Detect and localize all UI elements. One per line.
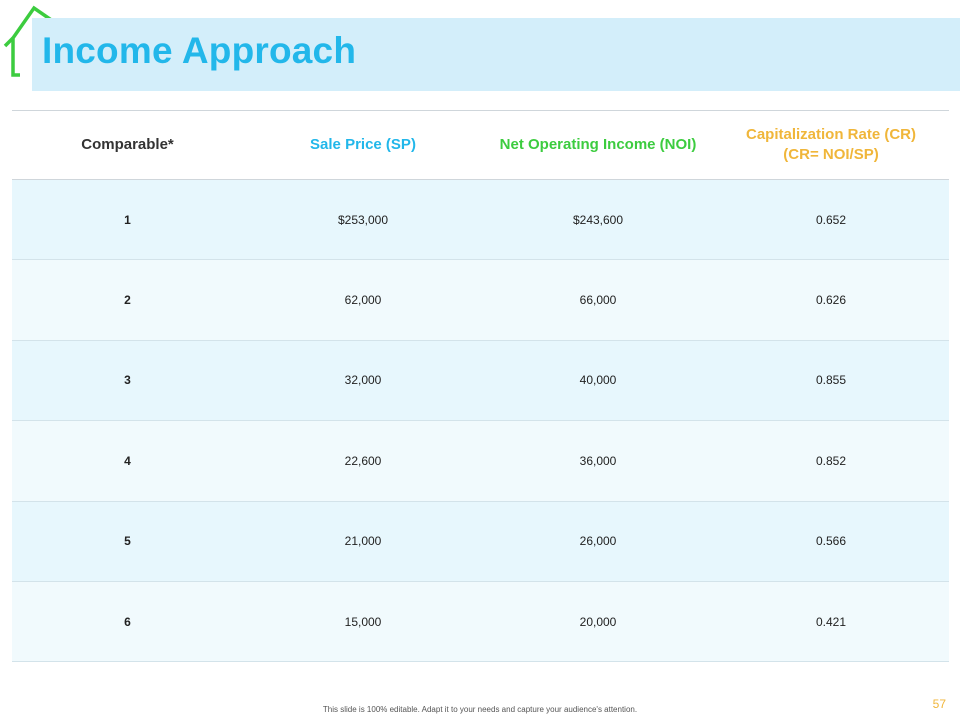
- header-capitalization-rate: Capitalization Rate (CR) (CR= NOI/SP): [713, 111, 949, 180]
- cell-comparable: 1: [12, 180, 243, 260]
- cell-noi: $243,600: [483, 180, 713, 260]
- page-number: 57: [932, 697, 946, 711]
- cell-comparable: 4: [12, 421, 243, 501]
- table-row: [12, 421, 949, 501]
- cell-sale-price: 62,000: [243, 260, 483, 340]
- cell-comparable: 3: [12, 340, 243, 420]
- table-row: [12, 180, 949, 260]
- header-comparable: Comparable*: [12, 111, 243, 180]
- cell-sale-price: 21,000: [243, 501, 483, 581]
- table-row: [12, 260, 949, 340]
- cell-sale-price: 15,000: [243, 581, 483, 661]
- header-sale-price: Sale Price (SP): [243, 111, 483, 180]
- footer-note: This slide is 100% editable. Adapt it to your needs and capture your audience's attention.: [322, 705, 638, 714]
- table-row: [12, 340, 949, 420]
- income-approach-table: [12, 110, 949, 662]
- cell-noi: 36,000: [483, 421, 713, 501]
- header-row: [12, 111, 949, 180]
- cell-noi: 20,000: [483, 581, 713, 661]
- header-net-operating-income: Net Operating Income (NOI): [483, 111, 713, 180]
- cell-cap-rate: 0.855: [713, 340, 949, 420]
- cell-noi: 26,000: [483, 501, 713, 581]
- cell-noi: 66,000: [483, 260, 713, 340]
- cell-sale-price: $253,000: [243, 180, 483, 260]
- cell-cap-rate: 0.852: [713, 421, 949, 501]
- table-row: [12, 501, 949, 581]
- cell-cap-rate: 0.421: [713, 581, 949, 661]
- cell-sale-price: 22,600: [243, 421, 483, 501]
- cell-cap-rate: 0.626: [713, 260, 949, 340]
- cell-noi: 40,000: [483, 340, 713, 420]
- table-row: [12, 581, 949, 661]
- page-title: Income Approach: [42, 30, 357, 71]
- table-header: [12, 111, 949, 180]
- cell-cap-rate: 0.566: [713, 501, 949, 581]
- table-body: [12, 180, 949, 662]
- cell-comparable: 6: [12, 581, 243, 661]
- cell-comparable: 2: [12, 260, 243, 340]
- cell-cap-rate: 0.652: [713, 180, 949, 260]
- cell-comparable: 5: [12, 501, 243, 581]
- cell-sale-price: 32,000: [243, 340, 483, 420]
